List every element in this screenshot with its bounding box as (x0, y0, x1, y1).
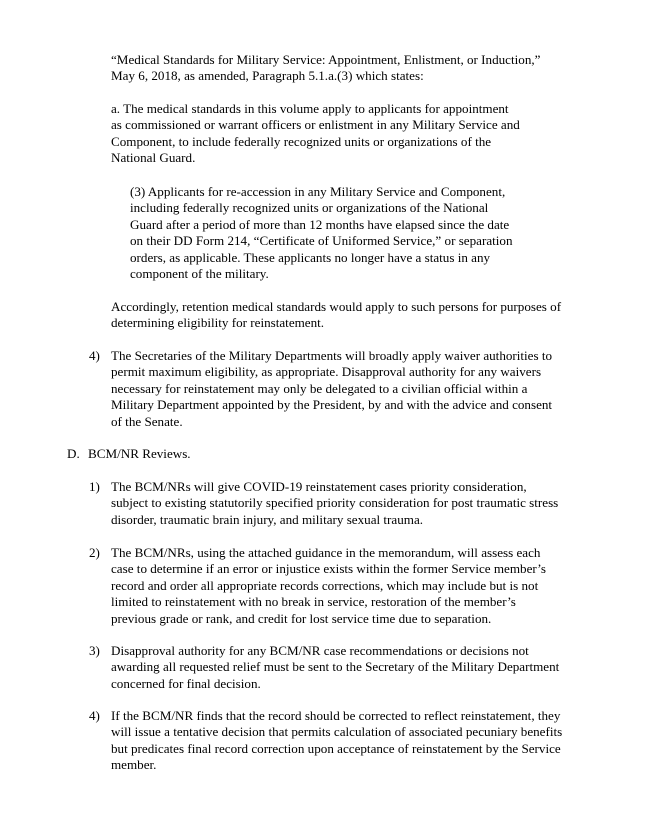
text-line: (3) Applicants for re-accession in any Military Service and Component, (130, 184, 506, 199)
list-item-number: 3) (89, 643, 100, 658)
text-line: subject to existing statutorily specified priority consideration for post traumatic stress (111, 495, 559, 511)
text-line: disorder, traumatic brain injury, and military sexual trauma. (111, 511, 424, 527)
text-line: Guard after a period of more than 12 months have elapsed since the date (130, 216, 510, 232)
text-line: determining eligibility for reinstatement. (111, 315, 325, 331)
list-item-number: 4) (89, 708, 100, 723)
text-line: Disapproval authority for any BCM/NR case recommendations or decisions not (111, 643, 529, 658)
text-line: will issue a tentative decision that permits calculation of associated pecuniary benefits (111, 724, 563, 740)
accordingly-paragraph (111, 299, 561, 332)
text-line: The Secretaries of the Military Departments will broadly apply waiver authorities to (111, 348, 553, 363)
list-item-text (111, 643, 559, 692)
list-item-number: 2) (89, 545, 100, 560)
section-label: D. (67, 446, 80, 461)
intro-paragraph (111, 52, 540, 85)
text-line: case to determine if an error or injustice exists within the former Service member’s (111, 561, 546, 577)
list-item-text (111, 545, 546, 627)
text-line: The BCM/NRs, using the attached guidance in the memorandum, will assess each (111, 545, 541, 560)
text-line: Accordingly, retention medical standards would apply to such persons for purposes of (111, 299, 562, 314)
text-line: concerned for final decision. (111, 675, 261, 691)
text-line: on their DD Form 214, “Certificate of Uniformed Service,” or separation (130, 233, 513, 249)
text-line: including federally recognized units or organizations of the National (130, 200, 489, 216)
quote-subparagraph-3 (130, 184, 513, 282)
list-item-text (111, 348, 552, 430)
text-line: as commissioned or warrant officers or enlistment in any Military Service and (111, 117, 520, 133)
section-title: BCM/NR Reviews. (88, 446, 191, 461)
text-line: record and order all appropriate records corrections, which may include but is not (111, 577, 539, 593)
text-line: member. (111, 757, 157, 773)
text-line: National Guard. (111, 150, 196, 166)
text-line: limited to reinstatement with no break in service, restoration of the member’s (111, 594, 516, 610)
text-line: permit maximum eligibility, as appropriate. Disapproval authority for any waivers (111, 364, 542, 380)
text-line: orders, as applicable. These applicants no longer have a status in any (130, 249, 491, 265)
list-item-text (111, 708, 562, 774)
text-line: May 6, 2018, as amended, Paragraph 5.1.a.(3) which states: (111, 68, 424, 84)
text-line: awarding all requested relief must be sent to the Secretary of the Military Department (111, 659, 560, 675)
text-line: of the Senate. (111, 413, 183, 429)
text-line: The BCM/NRs will give COVID-19 reinstatement cases priority consideration, (111, 479, 527, 494)
text-line: but predicates final record correction upon acceptance of reinstatement by the Service (111, 740, 561, 756)
text-line: a. The medical standards in this volume apply to applicants for appointment (111, 101, 509, 116)
text-line: necessary for reinstatement may only be delegated to a civilian official within a (111, 380, 528, 396)
text-line: Military Department appointed by the President, by and with the advice and consent (111, 397, 553, 413)
text-line: Component, to include federally recognized units or organizations of the (111, 133, 492, 149)
text-line: previous grade or rank, and credit for lost service time due to separation. (111, 610, 492, 626)
text-line: component of the military. (130, 266, 269, 282)
list-item-text (111, 479, 558, 528)
text-line: “Medical Standards for Military Service: Appointment, Enlistment, or Induction,” (111, 52, 541, 67)
quote-paragraph-a (111, 101, 520, 167)
text-line: If the BCM/NR finds that the record should be corrected to reflect reinstatement, they (111, 708, 561, 723)
list-item-number: 1) (89, 479, 100, 494)
list-item-number: 4) (89, 348, 100, 363)
